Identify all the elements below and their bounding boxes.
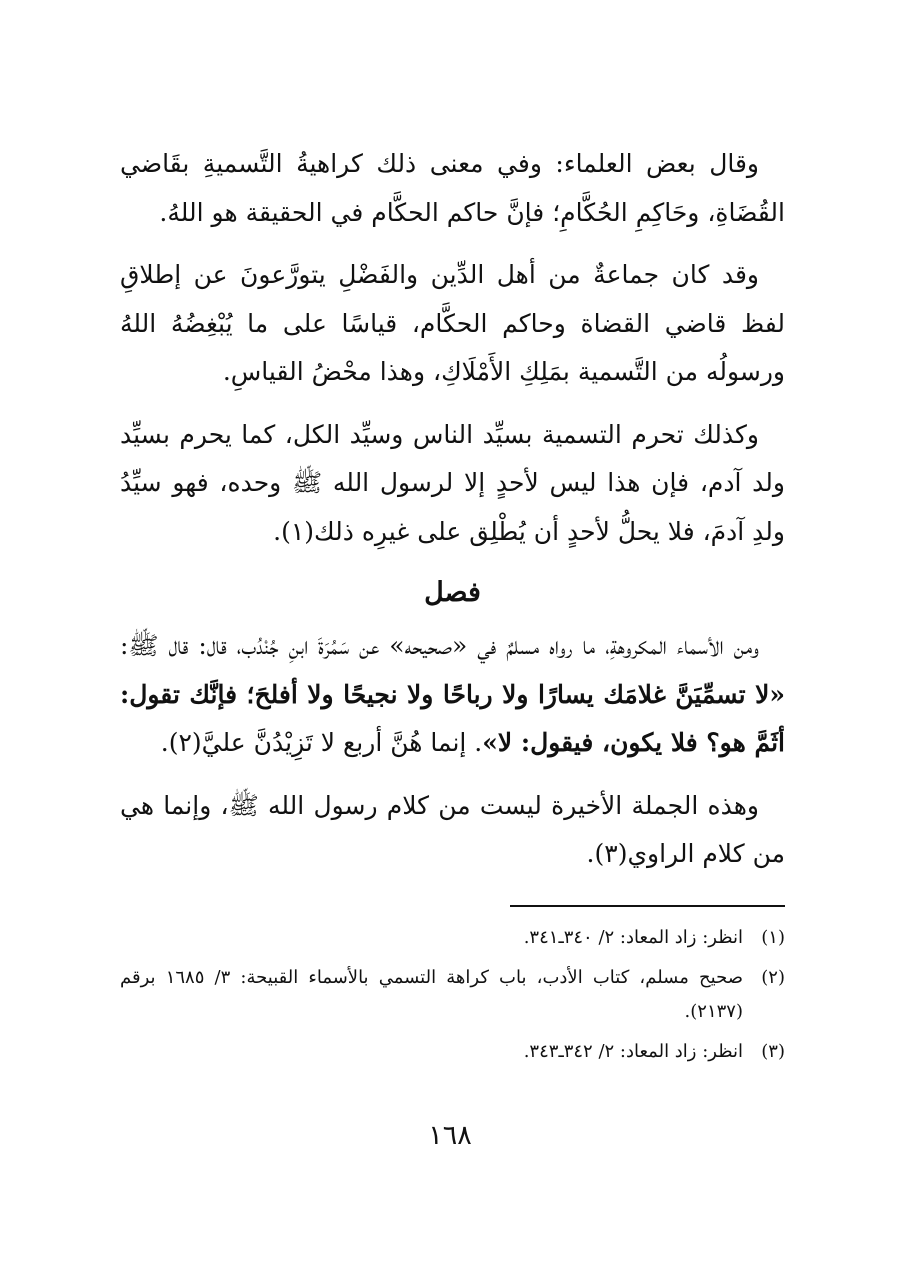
paragraph-hadith — [120, 622, 785, 768]
paragraph-2: وقد كان جماعةٌ من أهل الدِّين والفَضْلِ يتورَّعونَ عن إطلاقِ لفظ قاضي القضاة وحاكم الحكَّام، قياسًا على ما يُبْغِضُهُ اللهُ ورسولُه من التَّسمية بمَلِكِ الأَمْلَاكِ، وهذا محْضُ القياسِ. — [120, 260, 785, 386]
footnote-2 — [120, 961, 785, 1029]
footnote-separator — [510, 905, 785, 907]
paragraph-1: وقال بعض العلماء: وفي معنى ذلك كراهيةُ التَّسميةِ بقَاضي القُضَاةِ، وحَاكِمِ الحُكَّامِ؛ فإنَّ حاكم الحكَّام في الحقيقة هو اللهُ. — [120, 149, 785, 227]
footnote-text: انظر: زاد المعاد: ٢/ ٣٤٠ـ٣٤١. — [523, 926, 743, 948]
page-number: ١٦٨ — [428, 1120, 472, 1151]
footnote-3 — [120, 1035, 785, 1069]
section-heading: فصل — [424, 577, 481, 608]
hadith-intro: ومن الأسماء المكروهةِ، ما رواه مسلمٌ في «صحيحه» عن سَمُرَةَ ابنِ جُنْدُب، قال: قال ﷺ: — [120, 631, 759, 660]
footnote-text: صحيح مسلم، كتاب الأدب، باب كراهة التسمي بالأسماء القبيحة: ٣/ ١٦٨٥ برقم (٢١٣٧). — [120, 966, 743, 1022]
paragraph-3: وكذلك تحرم التسمية بسيِّد الناس وسيِّد الكل، كما يحرم بسيِّد ولد آدم، فإن هذا ليس لأحدٍ إلا لرسول الله ﷺ وحده، فهو سيِّدُ ولدِ آدمَ، فلا يحلُّ لأحدٍ أن يُطْلِق على غيرِه ذلك(١). — [120, 419, 785, 546]
footnote-number: (١) — [761, 926, 785, 948]
hadith-text: «لا تسمِّيَنَّ غلامَك يسارًا ولا رباحًا ولا نجيحًا ولا أفلحَ؛ فإنَّك تقول: أثَمَّ هو؟ فلا يكون، فيقول: لا» — [120, 679, 785, 757]
hadith-outro: . إنما هُنَّ أربع لا تَزِيْدُنَّ عليَّ(٢). — [160, 728, 483, 757]
paragraph-narrator: وهذه الجملة الأخيرة ليست من كلام رسول الله ﷺ، وإنما هي من كلام الراوي(٣). — [120, 790, 785, 868]
footnote-number: (٢) — [761, 966, 785, 988]
footnotes — [120, 921, 785, 1069]
footnote-number: (٣) — [761, 1040, 785, 1062]
footnote-1 — [120, 921, 785, 955]
page-body — [120, 140, 785, 1075]
footnote-text: انظر: زاد المعاد: ٢/ ٣٤٢ـ٣٤٣. — [523, 1040, 743, 1062]
